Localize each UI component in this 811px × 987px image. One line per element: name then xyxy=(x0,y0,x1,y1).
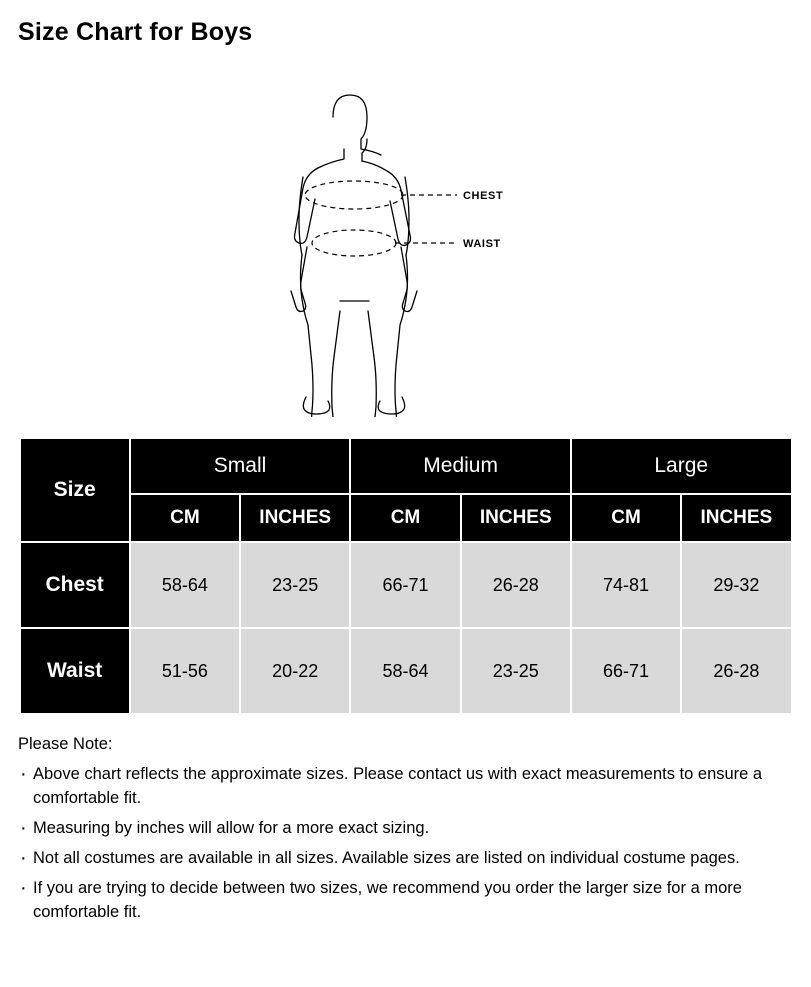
cell-waist-medium-cm: 58-64 xyxy=(350,628,460,714)
table-row-group-headers xyxy=(20,438,792,494)
left-foot-outline xyxy=(303,397,329,414)
header-group-large: Large xyxy=(571,438,792,494)
cell-waist-medium-inches: 23-25 xyxy=(461,628,571,714)
notes-heading: Please Note: xyxy=(18,735,113,753)
chest-measure-ellipse xyxy=(305,181,403,209)
header-medium-cm: CM xyxy=(350,494,460,542)
row-label-waist: Waist xyxy=(20,628,130,714)
cell-chest-small-cm: 58-64 xyxy=(130,542,240,628)
right-forearm-outline xyxy=(401,247,417,312)
left-forearm-outline xyxy=(291,247,307,312)
right-foot-outline xyxy=(378,397,404,414)
notes-section xyxy=(18,733,811,924)
left-arm-outline xyxy=(295,149,345,243)
row-label-chest: Chest xyxy=(20,542,130,628)
header-small-cm: CM xyxy=(130,494,240,542)
cell-waist-small-cm: 51-56 xyxy=(130,628,240,714)
cell-chest-medium-cm: 66-71 xyxy=(350,542,460,628)
cell-chest-large-cm: 74-81 xyxy=(571,542,681,628)
header-large-inches: INCHES xyxy=(681,494,791,542)
waist-measure-ellipse xyxy=(312,230,396,256)
size-table xyxy=(19,437,793,715)
list-item: · Measuring by inches will allow for a more exact sizing. xyxy=(18,817,811,841)
body-figure xyxy=(0,47,811,437)
right-arm-outline xyxy=(362,161,411,245)
list-item: · Not all costumes are available in all sizes. Available sizes are listed on individual costume pages. xyxy=(18,847,811,871)
cell-waist-large-cm: 66-71 xyxy=(571,628,681,714)
chest-label: CHEST xyxy=(463,190,504,202)
list-item: · Above chart reflects the approximate sizes. Please contact us with exact measurements to ensure a comfortable fit. xyxy=(18,763,811,811)
size-chart-page xyxy=(0,18,811,987)
left-leg-outline xyxy=(301,255,341,417)
header-small-inches: INCHES xyxy=(240,494,350,542)
right-leg-outline xyxy=(368,255,408,417)
notes-list xyxy=(18,763,811,925)
page-title: Size Chart for Boys xyxy=(18,18,253,46)
header-group-medium: Medium xyxy=(350,438,571,494)
cell-chest-small-inches: 23-25 xyxy=(240,542,350,628)
waist-label: WAIST xyxy=(463,238,501,250)
list-item: · If you are trying to decide between two sizes, we recommend you order the larger size for a more comfortable fit. xyxy=(18,877,811,925)
table-row xyxy=(20,542,792,628)
table-row-unit-headers xyxy=(20,494,792,542)
cell-waist-large-inches: 26-28 xyxy=(681,628,791,714)
cell-waist-small-inches: 20-22 xyxy=(240,628,350,714)
head-outline xyxy=(333,95,381,155)
body-outline-svg xyxy=(245,57,575,417)
table-row xyxy=(20,628,792,714)
header-medium-inches: INCHES xyxy=(461,494,571,542)
header-large-cm: CM xyxy=(571,494,681,542)
header-size: Size xyxy=(20,438,130,542)
cell-chest-medium-inches: 26-28 xyxy=(461,542,571,628)
cell-chest-large-inches: 29-32 xyxy=(681,542,791,628)
header-group-small: Small xyxy=(130,438,351,494)
